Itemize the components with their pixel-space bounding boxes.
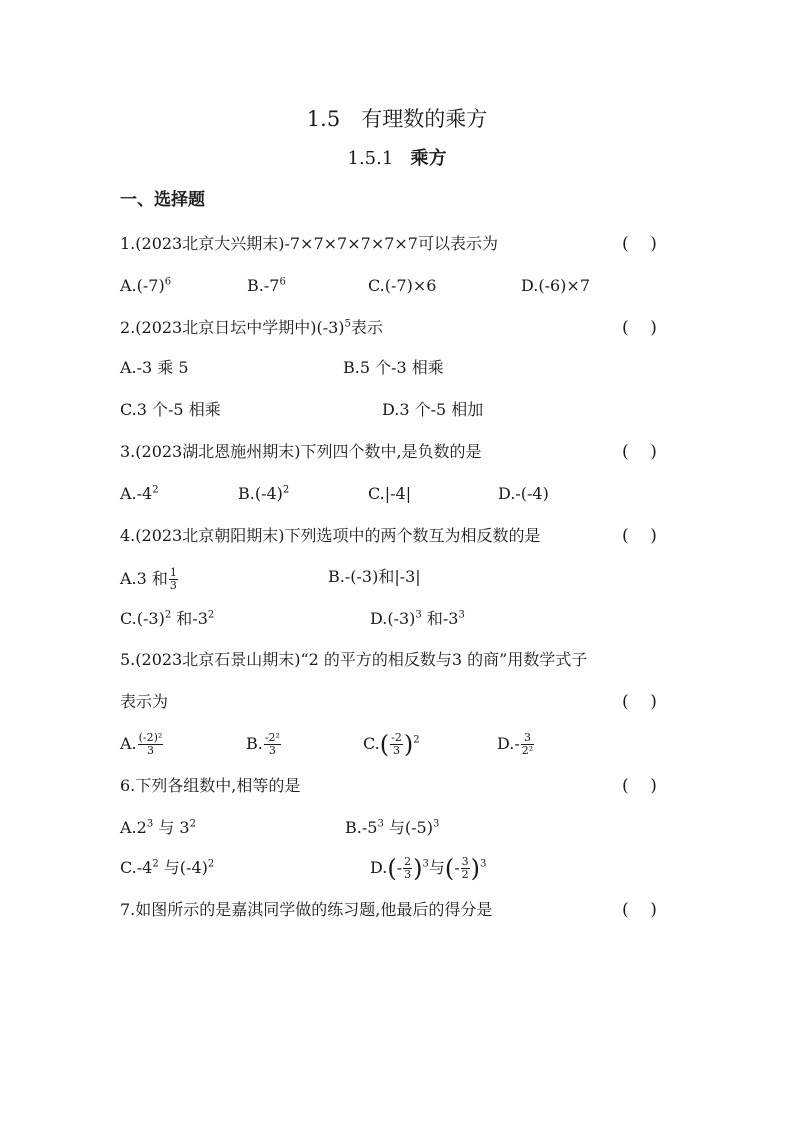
page-subtitle [0, 148, 794, 170]
q4-option-c: $C.(-3)^2$ 和$-3^2$ [120, 609, 215, 628]
q2-option-a: A.-3 乘 5 [120, 358, 189, 377]
answer-blank-7: ( ) [622, 900, 657, 920]
q1-option-c: C.(-7)×6 [368, 276, 437, 295]
question-7: 7.如图所示的是嘉淇同学做的练习题,他最后的得分是 [120, 900, 493, 919]
subtitle-number: 1.5.1 [347, 148, 394, 169]
answer-blank-3: ( ) [622, 442, 657, 462]
q6-option-b: $B.-5^3$ 与$(-5)^3$ [345, 818, 440, 837]
q1-option-a: $A.(-7)^6$ [120, 276, 172, 295]
q3-option-a: $A.-4^2$ [120, 484, 159, 503]
question-6: 6.下列各组数中,相等的是 [120, 776, 301, 795]
q6-option-c: $C.-4^2$ 与$(-4)^2$ [120, 858, 215, 877]
question-4: 4.(2023北京朝阳期末)下列选项中的两个数互为相反数的是 [120, 526, 541, 545]
answer-blank-4: ( ) [622, 526, 657, 546]
answer-blank-6: ( ) [622, 776, 657, 796]
q3-option-b: $B.(-4)^2$ [238, 484, 290, 503]
q5-option-d: D.- $\frac{3}{\text{2²}}$ [497, 731, 534, 757]
question-2: 2.(2023北京日坛中学期中)$(-3)^5$表示 [120, 318, 383, 337]
q4-option-a: A.3 和 $\frac{1}{3}$ [120, 566, 177, 592]
q1-option-b: $B.-7^6$ [247, 276, 286, 295]
q3-option-c: C.|-4| [368, 484, 412, 503]
q2-option-c: C.3 个-5 相乘 [120, 400, 221, 419]
answer-blank-1: ( ) [622, 234, 657, 254]
q1-option-d: D.(-6)×7 [521, 276, 590, 295]
page-title: 1.5 有理数的乘方 [306, 107, 488, 131]
section-heading: 一、选择题 [120, 190, 205, 210]
q4-option-b: B.-(-3)和|-3| [328, 567, 421, 586]
q4-option-d: $D.(-3)^3$ 和$-3^3$ [370, 609, 465, 628]
q6-option-d: D.(- $\frac{2}{3}$ )$^3$与(- $\frac{3}{2}$ )$^3$ [370, 854, 487, 883]
q2-option-d: D.3 个-5 相加 [382, 400, 484, 419]
question-3: 3.(2023湖北恩施州期末)下列四个数中,是负数的是 [120, 442, 482, 461]
answer-blank-2: ( ) [622, 318, 657, 338]
q6-option-a: $A.2^3$ 与 $3^2$ [120, 818, 196, 837]
subtitle-text: 乘方 [410, 148, 447, 169]
fraction: $\frac{1}{3}$ [169, 566, 177, 592]
answer-blank-5: ( ) [622, 692, 657, 712]
q2-option-b: B.5 个-3 相乘 [343, 358, 444, 377]
q3-option-d: D.-(-4) [498, 484, 549, 503]
q5-option-a: A. $\frac{\text{(-2)²}}{3}$ [120, 731, 163, 757]
q5-option-b: B. $\frac{\text{-2²}}{3}$ [246, 731, 280, 757]
q5-option-c: C.( $\frac{-2}{3}$ )$^2$ [363, 730, 420, 759]
question-5: 5.(2023北京石景山期末)“2 的平方的相反数与3 的商”用数学式子 [120, 650, 588, 669]
question-1: 1.(2023北京大兴期末)-7×7×7×7×7×7可以表示为 [120, 234, 498, 253]
question-5-cont: 表示为 [120, 692, 169, 711]
